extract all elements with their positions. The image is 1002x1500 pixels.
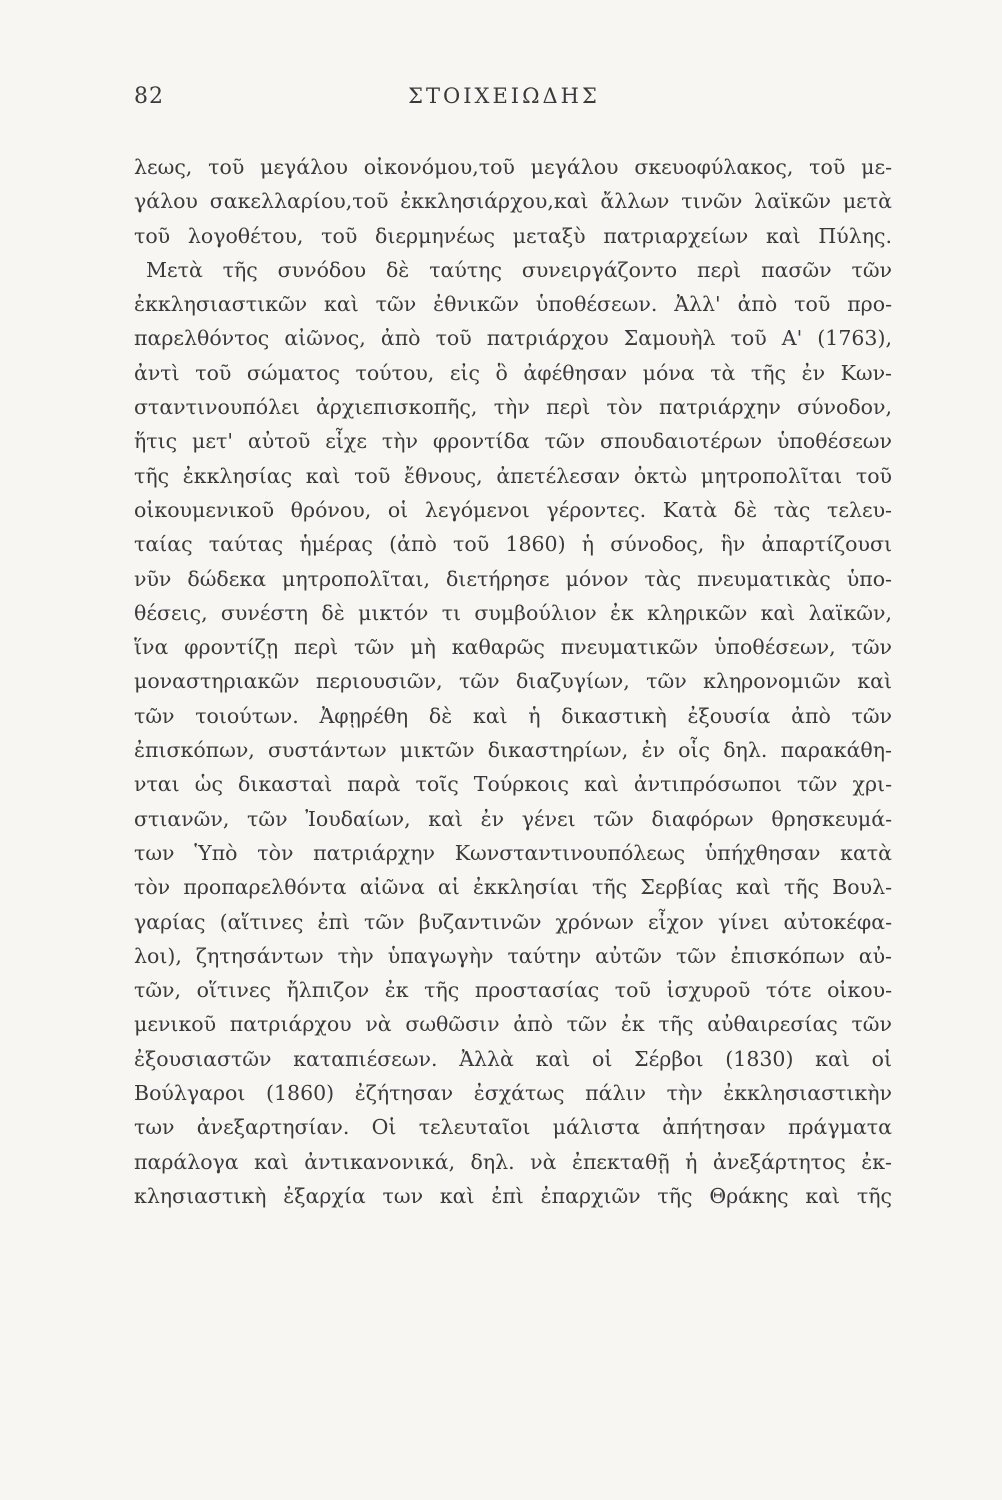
text-line: ἐξουσιαστῶν καταπιέσεων. Ἀλλὰ καὶ οἱ Σέρβοι (1830) καὶ οἱ: [134, 1046, 892, 1071]
text-line: ἐπισκόπων, συστάντων μικτῶν δικαστηρίων, ἐν οἷς δηλ. παρακάθη-: [134, 738, 892, 763]
text-line: τὸν προπαρελθόντα αἰῶνα αἱ ἐκκλησίαι τῆς Σερβίας καὶ τῆς Βουλ-: [134, 875, 892, 900]
text-line: Βούλγαροι (1860) ἐζήτησαν ἐσχάτως πάλιν τὴν ἐκκλησιαστικὴν: [134, 1081, 892, 1106]
text-line: Μετὰ τῆς συνόδου δὲ ταύτης συνειργάζοντο περὶ πασῶν τῶν: [146, 257, 892, 282]
text-line: των Ὑπὸ τὸν πατριάρχην Κωνσταντινουπόλεως ὑπήχθησαν κατὰ: [134, 840, 892, 865]
text-line: λεως, τοῦ μεγάλου οἰκονόμου,τοῦ μεγάλου σκευοφύλακος, τοῦ με-: [134, 155, 892, 179]
text-line: των ἀνεξαρτησίαν. Οἱ τελευταῖοι μάλιστα ἀπήτησαν πράγματα: [134, 1115, 892, 1140]
text-line: παρελθόντος αἰῶνος, ἀπὸ τοῦ πατριάρχου Σαμουὴλ τοῦ Α' (1763),: [134, 326, 892, 351]
text-line: ἵνα φροντίζῃ περὶ τῶν μὴ καθαρῶς πνευματικῶν ὑποθέσεων, τῶν: [134, 635, 892, 660]
text-line: θέσεις, συνέστη δὲ μικτόν τι συμβούλιον ἐκ κληρικῶν καὶ λαϊκῶν,: [134, 600, 892, 625]
page-number: 82: [134, 84, 164, 109]
text-line: γαρίας (αἵτινες ἐπὶ τῶν βυζαντινῶν χρόνων εἶχον γίνει αὐτοκέφα-: [134, 909, 892, 934]
text-line: ἀντὶ τοῦ σώματος τούτου, εἰς ὃ ἀφέθησαν μόνα τὰ τῆς ἐν Κων-: [134, 360, 892, 385]
text-line: τῶν, οἵτινες ἤλπιζον ἐκ τῆς προστασίας τοῦ ἰσχυροῦ τότε οἰκου-: [134, 978, 892, 1003]
text-line: λοι), ζητησάντων τὴν ὑπαγωγὴν ταύτην αὐτῶν τῶν ἐπισκόπων αὐ-: [134, 943, 892, 968]
text-line: μενικοῦ πατριάρχου νὰ σωθῶσιν ἀπὸ τῶν ἐκ τῆς αὐθαιρεσίας τῶν: [134, 1012, 892, 1037]
text-line: μοναστηριακῶν περιουσιῶν, τῶν διαζυγίων, τῶν κληρονομιῶν καὶ: [134, 669, 892, 694]
text-line: τῆς ἐκκλησίας καὶ τοῦ ἔθνους, ἀπετέλεσαν ὀκτὼ μητροπολῖται τοῦ: [134, 463, 892, 488]
page-header: [134, 84, 874, 124]
text-line: τοῦ λογοθέτου, τοῦ διερμηνέως μεταξὺ πατριαρχείων καὶ Πύλης.: [134, 223, 892, 248]
text-line: νται ὡς δικασταὶ παρὰ τοῖς Τούρκοις καὶ ἀντιπρόσωποι τῶν χρι-: [134, 772, 892, 797]
text-line: κλησιαστικὴ ἐξαρχία των καὶ ἐπὶ ἐπαρχιῶν τῆς Θράκης καὶ τῆς: [134, 1183, 892, 1208]
text-line: ἐκκλησιαστικῶν καὶ τῶν ἐθνικῶν ὑποθέσεων. Ἀλλ' ἀπὸ τοῦ προ-: [134, 292, 892, 317]
text-line: τῶν τοιούτων. Ἀφῃρέθη δὲ καὶ ἡ δικαστικὴ ἐξουσία ἀπὸ τῶν: [134, 703, 892, 728]
text-line: ἥτις μετ' αὐτοῦ εἶχε τὴν φροντίδα τῶν σπουδαιοτέρων ὑποθέσεων: [134, 429, 892, 454]
text-line: σταντινουπόλει ἀρχιεπισκοπῆς, τὴν περὶ τὸν πατριάρχην σύνοδον,: [134, 395, 892, 420]
text-line: γάλου σακελλαρίου,τοῦ ἐκκλησιάρχου,καὶ ἄλλων τινῶν λαϊκῶν μετὰ: [134, 189, 892, 214]
body-text: [134, 150, 892, 1213]
text-line: παράλογα καὶ ἀντικανονικά, δηλ. νὰ ἐπεκταθῇ ἡ ἀνεξάρτητος ἐκ-: [134, 1149, 892, 1174]
text-line: οἰκουμενικοῦ θρόνου, οἱ λεγόμενοι γέροντες. Κατὰ δὲ τὰς τελευ-: [134, 497, 892, 522]
text-line: στιανῶν, τῶν Ἰουδαίων, καὶ ἐν γένει τῶν διαφόρων θρησκευμά-: [134, 806, 892, 831]
text-line: ταίας ταύτας ἡμέρας (ἀπὸ τοῦ 1860) ἡ σύνοδος, ἣν ἀπαρτίζουσι: [134, 532, 892, 557]
text-line: νῦν δώδεκα μητροπολῖται, διετήρησε μόνον τὰς πνευματικὰς ὑπο-: [134, 566, 892, 591]
running-title: ΣΤΟΙΧΕΙΩΔΗΣ: [408, 84, 600, 108]
